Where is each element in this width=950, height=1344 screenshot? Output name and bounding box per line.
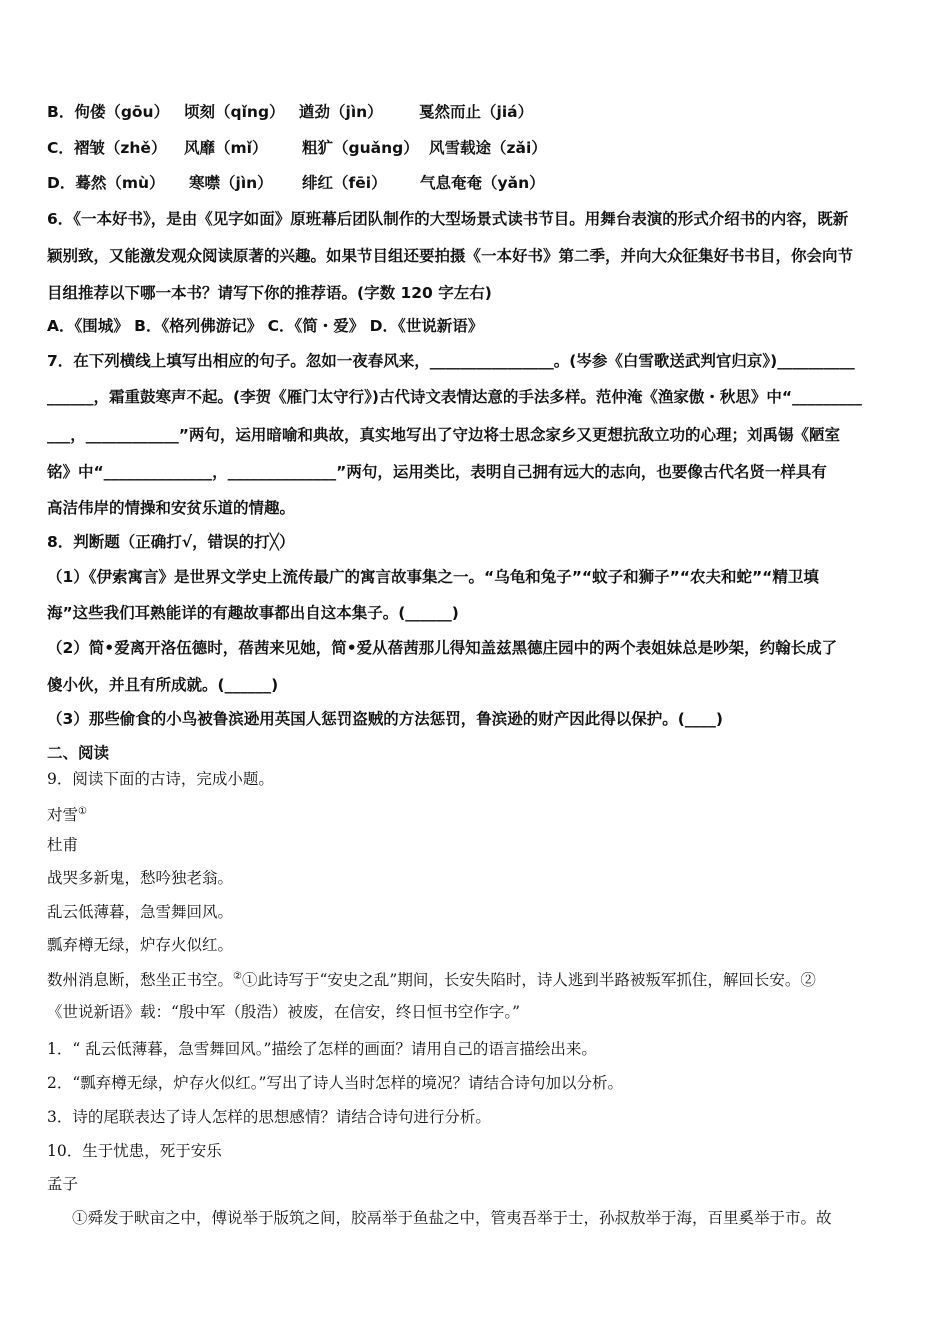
q9-note-1: ①此诗写于“安史之乱”期间，长安失陷时，诗人逃到半路被叛军抓住，解回长安。②	[241, 971, 816, 990]
option-b-item-1: B．佝偻（gōu）	[47, 103, 170, 121]
option-d	[47, 172, 545, 194]
q8-item-1-line-2: 海”这些我们耳熟能详的有趣故事都出自这本集子。(______)	[47, 604, 459, 622]
q9-sub-question-2: 2．“瓢弃樽无绿，炉存火似红。”写出了诗人当时怎样的境况？请结合诗句加以分析。	[47, 1074, 623, 1092]
q9-sub-question-3: 3．诗的尾联表达了诗人怎样的思想感情？请结合诗句进行分析。	[47, 1108, 491, 1126]
option-d-item-1: D．蓦然（mù）	[47, 174, 165, 192]
option-d-item-2: 寒噤（jìn）	[189, 174, 273, 192]
q8-item-2-line-2: 傻小伙，并且有所成就。(______)	[47, 676, 279, 694]
q6-line-2: 颖别致，又能激发观众阅读原著的兴趣。如果节目组还要拍摄《一本好书》第二季，并向大众征集好书书目，你会向节	[47, 247, 854, 265]
q7-line-5: 高洁伟岸的情操和安贫乐道的情趣。	[47, 499, 296, 517]
q9-note-2: 《世说新语》载：“殷中军（殷浩）被废，在信安，终日恒书空作字。”	[47, 1003, 521, 1021]
q9-poem-title	[47, 801, 910, 826]
option-c-item-2: 风靡（mǐ）	[184, 139, 268, 157]
q7-line-4: 铭》中“______________，______________”两句，运用类比，表明自己拥有远大的志向，也要像古代名贤一样具有	[47, 463, 827, 481]
option-c	[47, 137, 547, 159]
q9-sub-question-1: 1．“ 乱云低薄暮，急雪舞回风。”描绘了怎样的画面？请用自己的语言描绘出来。	[47, 1040, 597, 1058]
q6-choices: A．《围城》 B．《格列佛游记》 C．《简・爱》 D．《世说新语》	[47, 317, 484, 335]
q8-item-3: （3）那些偷食的小鸟被鲁滨逊用英国人惩罚盗贼的方法惩罚，鲁滨逊的财产因此得以保护。(____)	[47, 710, 723, 728]
q9-poem-title-footnote-mark: ①	[78, 806, 87, 817]
q9-poem-author: 杜甫	[47, 836, 79, 854]
q9-verse-1: 战哭多新鬼，愁吟独老翁。	[47, 869, 234, 887]
option-c-item-1: C．褶皱（zhě）	[47, 139, 167, 157]
q10-paragraph-1: ①舜发于畎亩之中，傅说举于版筑之间，胶鬲举于鱼盐之中，管夷吾举于士，孙叔敖举于海，百里奚举于市。故	[72, 1209, 832, 1227]
q7-line-3: ___，____________”两句，运用暗喻和典故，真实地写出了守边将士思念家乡又更想抗敌立功的心理；刘禹锡《陋室	[47, 426, 840, 444]
q9-intro: 9．阅读下面的古诗，完成小题。	[47, 770, 274, 788]
q7-line-2: ______，霜重鼓寒声不起。(李贺《雁门太守行》)古代诗文表情达意的手法多样。范仲淹《渔家傲・秋思》中“_________	[47, 388, 862, 406]
option-b-item-4: 戛然而止（jiá）	[419, 103, 534, 121]
option-c-item-3: 粗犷（guǎng）	[302, 139, 419, 157]
q8-item-1-line-1: （1）《伊索寓言》是世界文学史上流传最广的寓言故事集之一。“乌龟和兔子”“蚊子和狮子”“农夫和蛇”“精卫填	[47, 568, 819, 586]
q7-line-1: 7．在下列横线上填写出相应的句子。忽如一夜春风来，________________。(岑参《白雪歌送武判官归京》)__________	[47, 352, 855, 370]
q8-title: 8．判断题（正确打√，错误的打╳）	[47, 533, 295, 551]
q10-author: 孟子	[47, 1175, 79, 1193]
option-d-item-4: 气息奄奄（yǎn）	[420, 174, 545, 192]
section-heading-reading: 二、阅读	[47, 744, 110, 762]
q9-verse-4: 数州消息断，愁坐正书空。	[47, 971, 234, 990]
q10-title: 10．生于忧患，死于安乐	[47, 1142, 222, 1160]
option-b-item-3: 遒劲（jìn）	[299, 103, 383, 121]
option-d-item-3: 绯红（fēi）	[302, 174, 387, 192]
q6-line-1: 6．《一本好书》，是由《见字如面》原班幕后团队制作的大型场景式读书节目。用舞台表演的形式介绍书的内容，既新	[47, 210, 849, 228]
option-c-item-4: 风雪载途（zǎi）	[429, 139, 547, 157]
option-b-item-2: 顷刻（qǐng）	[184, 103, 285, 121]
q6-line-3: 目组推荐以下哪一本书？请写下你的推荐语。(字数 120 字左右)	[47, 284, 492, 302]
q9-verse-3: 瓢弃樽无绿，炉存火似红。	[47, 936, 234, 954]
q9-verse-2: 乱云低薄暮，急雪舞回风。	[47, 903, 234, 921]
q9-verse-4-and-note	[47, 966, 910, 991]
q9-poem-title-text: 对雪	[47, 806, 79, 825]
q8-item-2-line-1: （2）简•爱离开洛伍德时，蓓茜来见她，简•爱从蓓茜那儿得知盖兹黑德庄园中的两个表姐妹总是吵架，约翰长成了	[47, 639, 838, 657]
q9-verse-4-footnote-mark: ②	[233, 971, 242, 982]
option-b	[47, 101, 533, 123]
